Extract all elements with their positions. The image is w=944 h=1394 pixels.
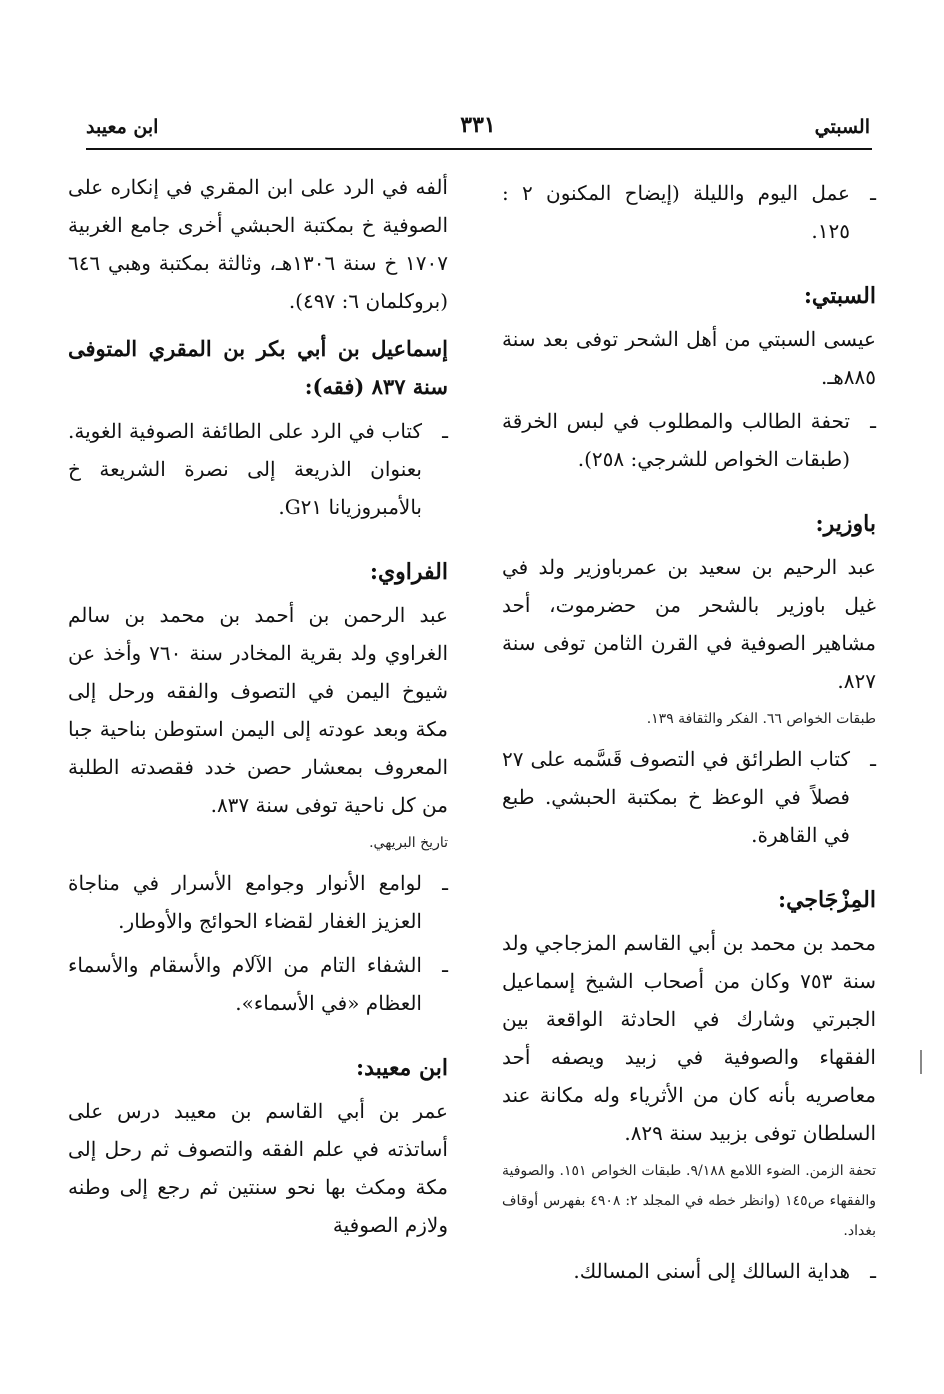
list-dash: ـ — [870, 747, 876, 771]
reference-note: طبقات الخواص ٦٦. الفكر والثقافة ١٣٩. — [646, 711, 876, 727]
reference-note: تحفة الزمن. الضوء اللامع ٩/١٨٨. طبقات الخواص ١٥١. والصوفية والفقهاء ص١٤٥ (وانظر خطه في المجلد ٢: ٤٩٠٨ بفهرس أوقاف بغداد. — [502, 1163, 877, 1239]
entry-paragraph: عمر بن أبي القاسم بن معيبد درس على أساتذته في علم الفقه والتصوف ثم رحل إلى مكة ومكث بها نحو سنتين ثم رجع إلى وطنه ولازم الصوفية — [68, 1099, 448, 1237]
page-number: ٣٣١ — [460, 112, 496, 138]
list-item: ـ لوامع الأنوار وجوامع الأسرار في مناجاة العزيز الغفار لقضاء الحوائج والأوطار. — [68, 864, 448, 940]
left-column — [68, 168, 448, 1244]
entry-heading: الفراوي: — [369, 559, 448, 585]
header-rule — [86, 148, 872, 150]
entry-heading: ابن معيبد: — [356, 1055, 448, 1081]
entry-heading: السبتي: — [803, 283, 876, 309]
entry-paragraph: محمد بن محمد بن أبي القاسم المزجاجي ولد سنة ٧٥٣ وكان من أصحاب الشيخ إسماعيل الجبرتي وشارك في الحادثة الواقعة بين الفقهاء والصوفية في زبيد ويصفه أحد معاصريه بأنه كان من الأثرياء وله مكانة عند السلطان توفى بزبيد سنة ٨٢٩. — [502, 931, 876, 1145]
list-dash: ـ — [870, 409, 876, 433]
entry-paragraph: ألفه في الرد على ابن المقري في إنكاره على الصوفية خ بمكتبة الحبشي أخرى جامع الغربية ١٧٠٧ خ سنة ١٣٠٦هـ، وثالثة بمكتبة وهبي ٦٤٦ (بروكلمان ٦: ٤٩٧). — [68, 175, 448, 313]
header-left-name: ابن معيبد — [86, 116, 159, 138]
entry-paragraph: عبد الرحيم بن سعيد بن عمرباوزير ولد في غيل باوزير بالشحر من حضرموت، أحد مشاهير الصوفية في القرن الثامن توفى سنة ٨٢٧. — [502, 555, 876, 693]
list-item: ـ الشفاء التام من الآلام والأسقام والأسماء العظام «في الأسماء». — [68, 946, 448, 1022]
entry-paragraph: عيسى السبتي من أهل الشحر توفى بعد سنة ٨٨٥هـ. — [502, 327, 876, 389]
list-item: ـ هداية السالك إلى أسنى المسالك. — [502, 1252, 876, 1290]
list-dash: ـ — [870, 1259, 876, 1283]
list-dash: ـ — [870, 181, 876, 205]
entry-heading: المِزْجَاجي: — [777, 887, 876, 913]
entry-heading: باوزير: — [815, 511, 876, 537]
scan-artifact — [920, 1050, 922, 1074]
list-dash: ـ — [442, 871, 448, 895]
right-column — [502, 168, 876, 1290]
list-dash: ـ — [442, 419, 448, 443]
entry-heading: إسماعيل بن أبي بكر بن المقري المتوفى سنة ٨٣٧ (فقه): — [68, 336, 448, 399]
entry-paragraph: عبد الرحمن بن أحمد بن محمد بن سالم الغراوي ولد بقرية المخادر سنة ٧٦٠ وأخذ عن شيوخ اليمن في التصوف والفقه ورحل إلى مكة وبعد عودته إلى اليمن استوطن بناحية جبا المعروف بمعشار حصن خدد فقصدته الطلبة من كل ناحية توفى سنة ٨٣٧. — [68, 603, 448, 817]
reference-note: تاريخ البريهي. — [369, 835, 448, 851]
list-dash: ـ — [442, 953, 448, 977]
list-item: ـ عمل اليوم والليلة (إيضاح المكنون ٢ : ١٢٥. — [502, 174, 876, 250]
list-item: ـ كتاب الطرائق في التصوف قَسَّمه على ٢٧ فصلاً في الوعظ خ بمكتبة الحبشي. طبع في القاهرة. — [502, 740, 876, 854]
header-right-name: السبتي — [814, 116, 870, 138]
list-item: ـ كتاب في الرد على الطائفة الصوفية الغوية. بعنوان الذريعة إلى نصرة الشريعة خ بالأمبروزيانا G٢١. — [68, 412, 448, 526]
list-item: ـ تحفة الطالب والمطلوب في لبس الخرقة (طبقات الخواص للشرجي: ٢٥٨). — [502, 402, 876, 478]
page-header — [86, 112, 870, 148]
